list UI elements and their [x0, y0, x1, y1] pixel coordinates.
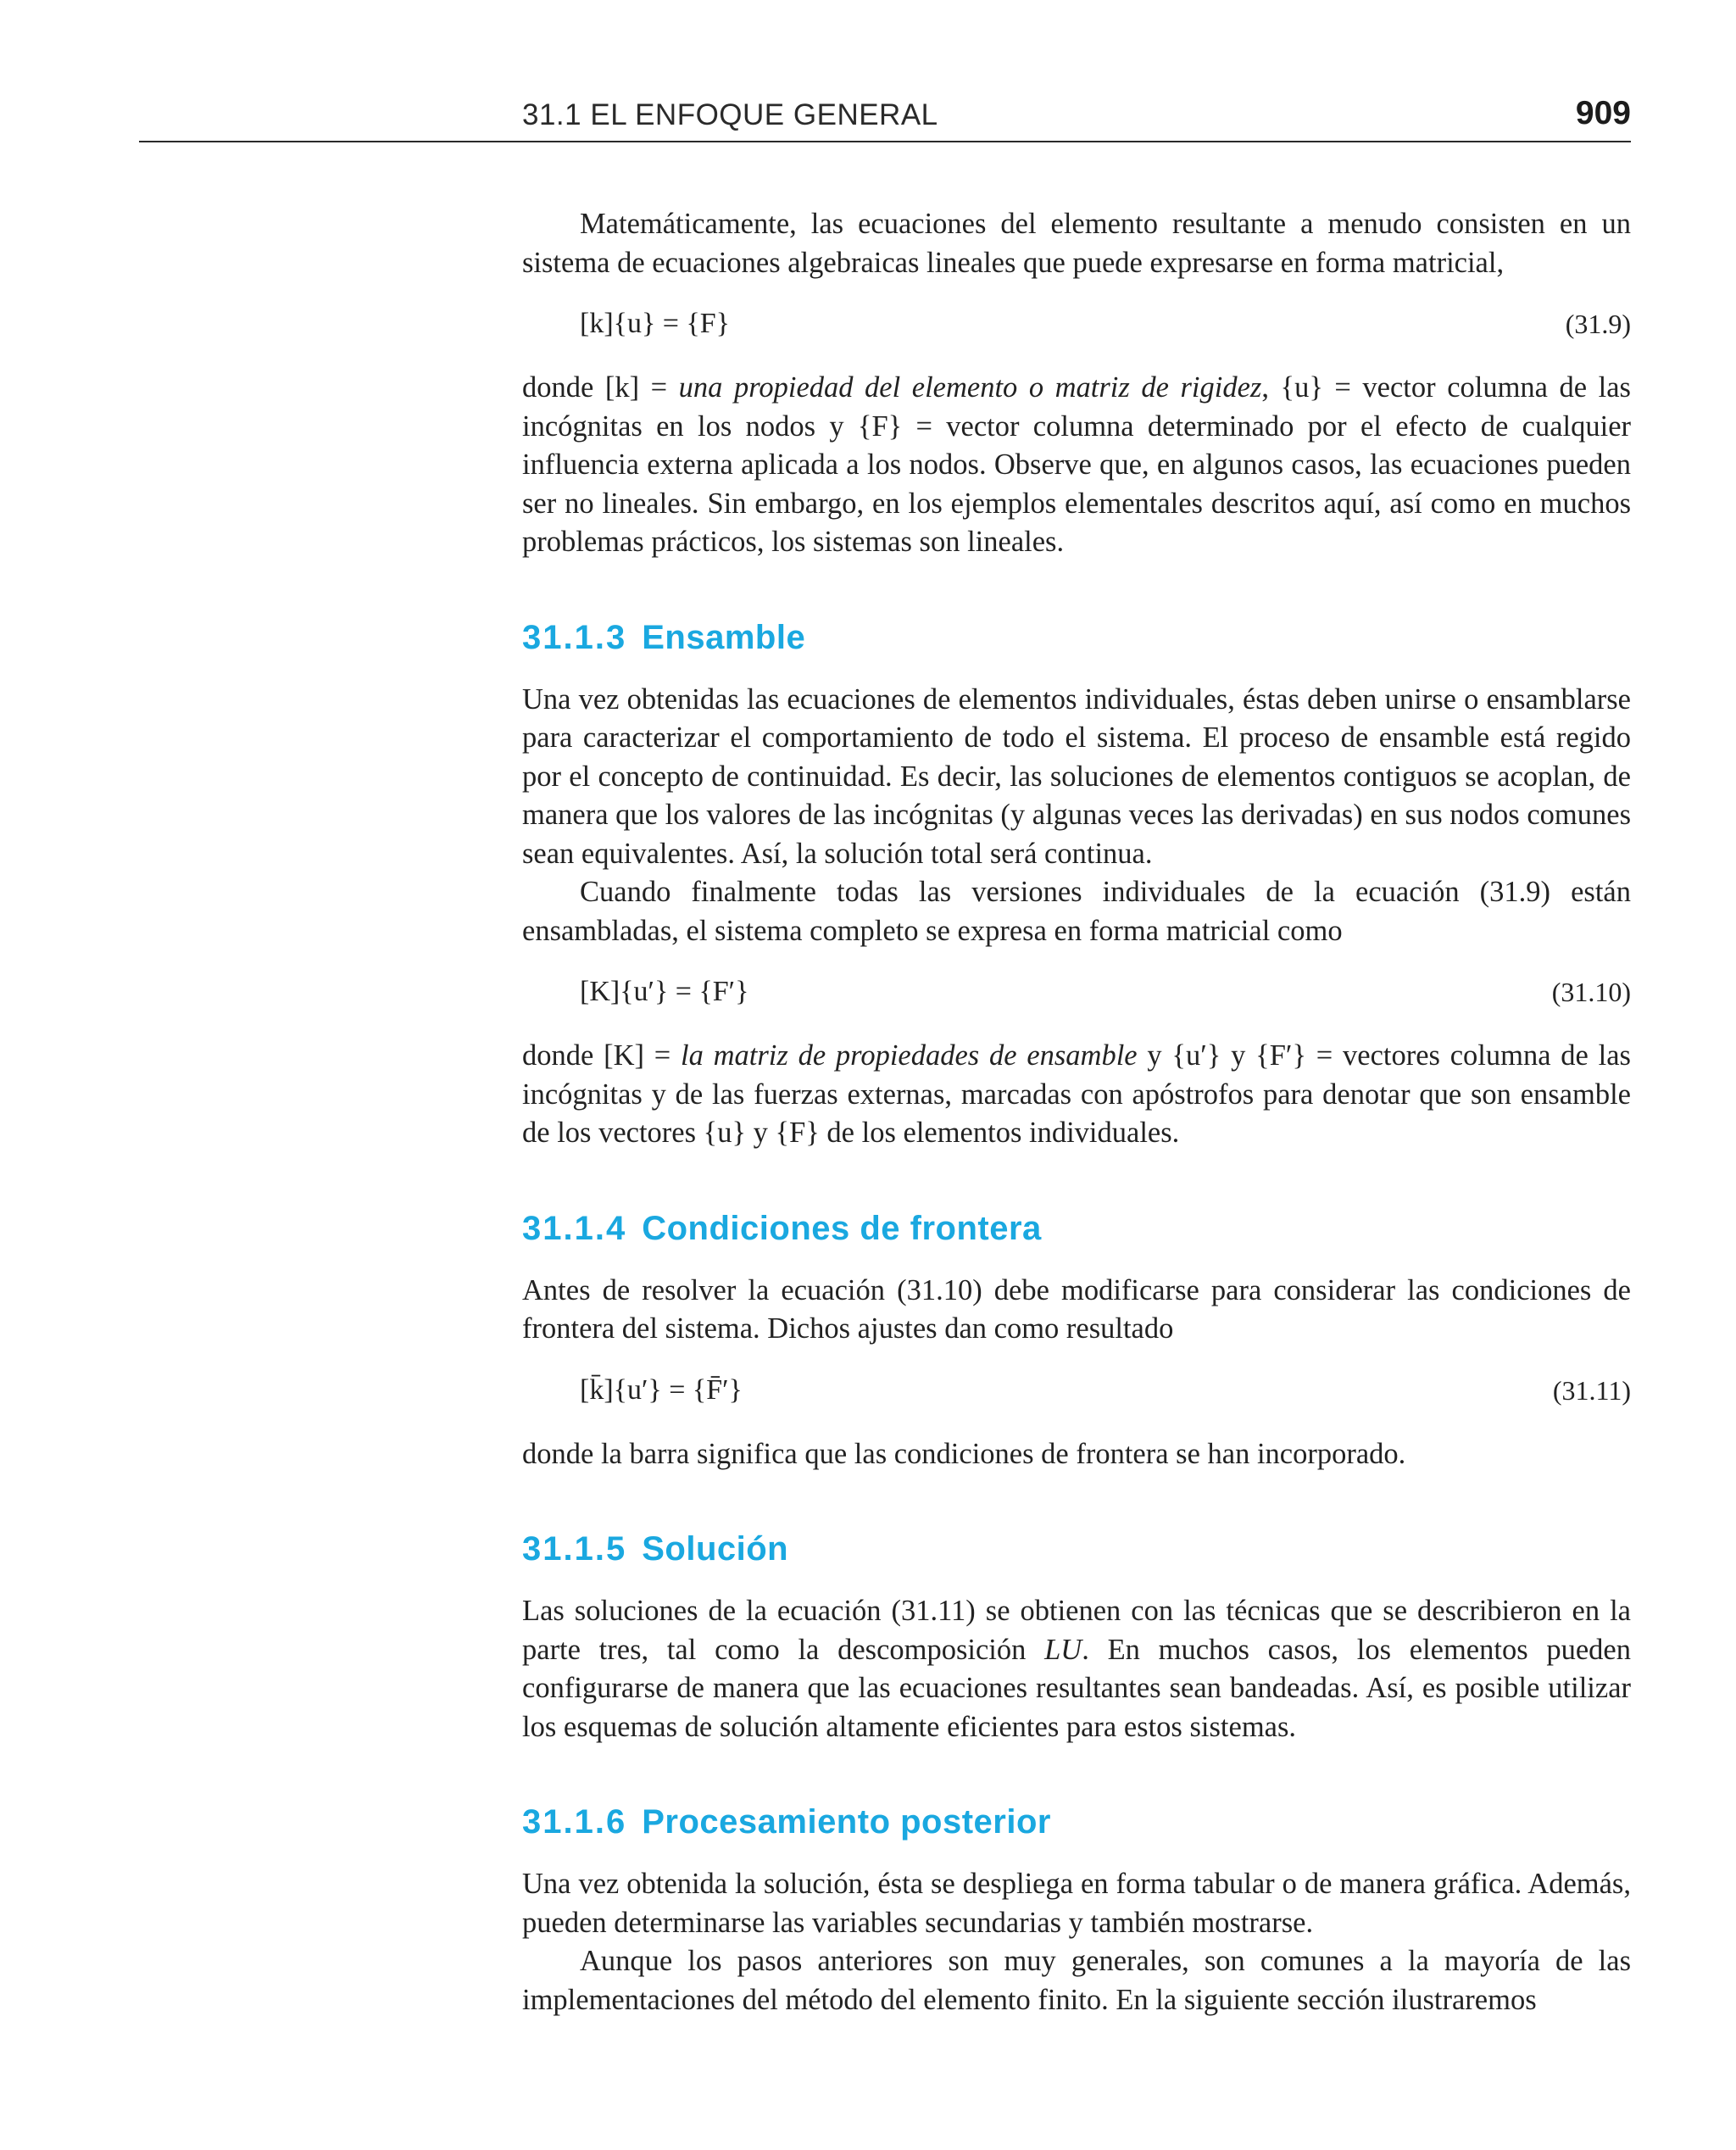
paragraph: Cuando finalmente todas las versiones individuales de la ecuación (31.9) están ensambladas, el sistema completo se expresa en forma matricial como: [522, 876, 1631, 947]
paragraph: Una vez obtenida la solución, ésta se despliega en forma tabular o de manera gráfica. Además, pueden determinarse las variables secundarias y también mostrarse.: [522, 1868, 1631, 1939]
paragraph: [522, 1037, 1631, 1153]
running-title: 31.1 EL ENFOQUE GENERAL: [522, 98, 938, 131]
section-title: Ensamble: [642, 618, 806, 656]
paragraph: donde la barra significa que las condiciones de frontera se han incorporado.: [522, 1437, 1406, 1470]
section-heading-ensamble: [522, 616, 1631, 659]
section-title: Solución: [642, 1530, 789, 1568]
equation-31-9: [522, 304, 1631, 343]
italic-term: una propiedad del elemento o matriz de rigidez: [678, 371, 1262, 404]
equation-31-10: [522, 972, 1631, 1011]
text-run: donde [k] =: [522, 371, 679, 404]
equation-expression: [k̄]{u′} = {F̄′}: [580, 1373, 743, 1406]
page-header: [139, 95, 1631, 142]
section-heading-procesamiento-posterior: [522, 1801, 1631, 1843]
section-number: 31.1.6: [522, 1803, 627, 1841]
equation-31-11: [522, 1371, 1631, 1410]
section-number: 31.1.3: [522, 618, 627, 656]
section-number: 31.1.5: [522, 1530, 627, 1568]
paragraph: [522, 369, 1631, 562]
equation-number: (31.10): [1551, 977, 1631, 1007]
italic-term: la matriz de propiedades de ensamble: [681, 1039, 1138, 1072]
equation-number: (31.9): [1565, 309, 1631, 339]
section-heading-solucion: [522, 1528, 1631, 1570]
section-title: Procesamiento posterior: [642, 1803, 1051, 1841]
paragraph: [522, 1592, 1631, 1746]
text-run: y {u′} y {F′} = vectores columna de las incógnitas y de las fuerzas externas, marcadas con apóstrofos para denotar que son ensamble de los vectores {u} y {F} de los elementos individuales.: [522, 1039, 1631, 1149]
equation-number: (31.11): [1552, 1374, 1631, 1406]
text-run: donde [K] =: [522, 1039, 681, 1072]
paragraph: Aunque los pasos anteriores son muy generales, son comunes a la mayoría de las implementaciones del método del elemento finito. En la siguiente sección ilustraremos: [522, 1945, 1631, 2016]
paragraph: Matemáticamente, las ecuaciones del elemento resultante a menudo consisten en un sistema de ecuaciones algebraicas lineales que puede expresarse en forma matricial,: [522, 208, 1631, 279]
italic-term: LU: [1044, 1633, 1082, 1666]
section-heading-condiciones-de-frontera: [522, 1207, 1631, 1250]
text-run: Las soluciones de la ecuación (31.11) se obtienen con las técnicas que se describieron en la parte tres, tal como la descomposición: [522, 1595, 1631, 1666]
section-title: Condiciones de frontera: [642, 1209, 1042, 1247]
text-run: , {u} = vector columna de las incógnitas en los nodos y {F} = vector columna determinado por el efecto de cualquier influencia externa aplicada a los nodos. Observe que, en algunos casos, las ecuaciones pueden ser no lineales. Sin embargo, en los ejemplos elementales descritos aquí, así como en muchos problemas prácticos, los sistemas son lineales.: [522, 371, 1631, 558]
page-number: 909: [1575, 95, 1631, 131]
section-number: 31.1.4: [522, 1209, 627, 1247]
page-body: [522, 205, 1631, 2019]
paragraph: Antes de resolver la ecuación (31.10) debe modificarse para considerar las condiciones de frontera del sistema. Dichos ajustes dan como resultado: [522, 1273, 1631, 1345]
equation-expression: [k]{u} = {F}: [580, 308, 731, 339]
equation-expression: [K]{u′} = {F′}: [580, 976, 749, 1007]
paragraph: Una vez obtenidas las ecuaciones de elementos individuales, éstas deben unirse o ensamblarse para caracterizar el comportamiento de todo el sistema. El proceso de ensamble está regido por el concepto de continuidad. Es decir, las soluciones de elementos contiguos se acoplan, de manera que los valores de las incógnitas (y algunas veces las derivadas) en sus nodos comunes sean equivalentes. Así, la solución total será continua.: [522, 682, 1631, 870]
text-run: . En muchos casos, los elementos pueden configurarse de manera que las ecuaciones resultantes sean bandeadas. Así, es posible utilizar los esquemas de solución altamente eficientes para estos sistemas.: [522, 1633, 1631, 1743]
